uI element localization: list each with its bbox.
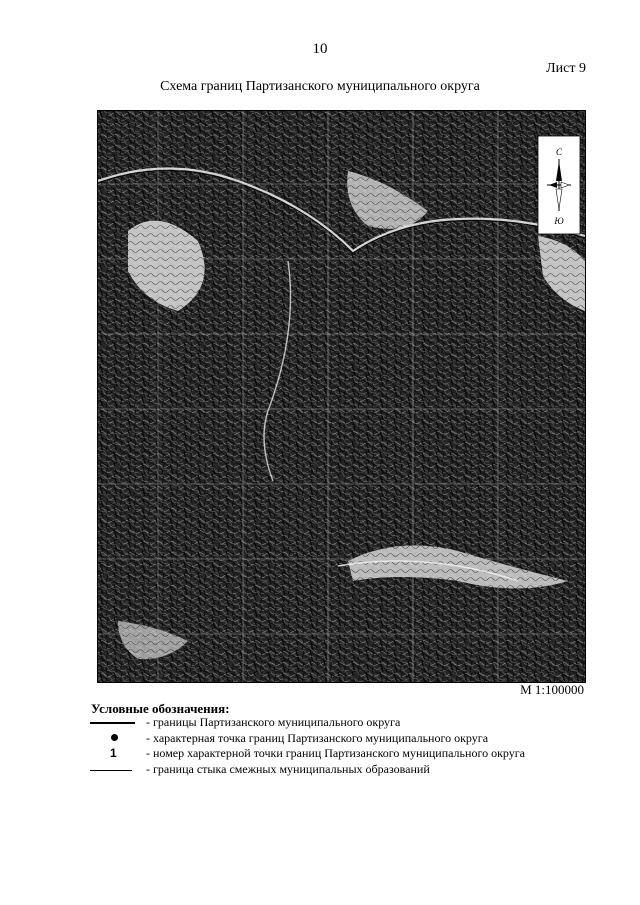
page-number: 10 bbox=[312, 41, 328, 57]
legend-item-text: - границы Партизанского муниципального округа bbox=[146, 715, 401, 729]
legend-item-text: - номер характерной точки границ Партизанского муниципального округа bbox=[146, 746, 525, 760]
legend-item-text: - характерная точка границ Партизанского муниципального округа bbox=[146, 731, 489, 745]
legend-item-boundary bbox=[90, 715, 610, 731]
compass-north-label: С bbox=[555, 147, 563, 157]
dot-symbol bbox=[90, 731, 140, 747]
legend-item-point-number bbox=[90, 746, 610, 762]
compass-south-label: Ю bbox=[554, 216, 564, 226]
sheet-label: Лист 9 bbox=[546, 61, 586, 76]
legend-item-point bbox=[90, 731, 610, 747]
topographic-map bbox=[97, 110, 586, 683]
map-title: Схема границ Партизанского муниципального округа bbox=[160, 79, 480, 94]
point-number-label: 1 bbox=[110, 746, 117, 760]
legend-item-junction bbox=[90, 762, 610, 778]
thick-line-symbol bbox=[90, 715, 140, 731]
map-graphic bbox=[98, 111, 585, 682]
thin-line-symbol bbox=[90, 762, 140, 778]
legend-item-text: - граница стыка смежных муниципальных образований bbox=[146, 762, 430, 776]
compass-rose bbox=[538, 136, 580, 234]
legend-title: Условные обозначения: bbox=[91, 701, 230, 716]
number-symbol bbox=[90, 746, 140, 762]
map-scale: М 1:100000 bbox=[520, 682, 584, 697]
